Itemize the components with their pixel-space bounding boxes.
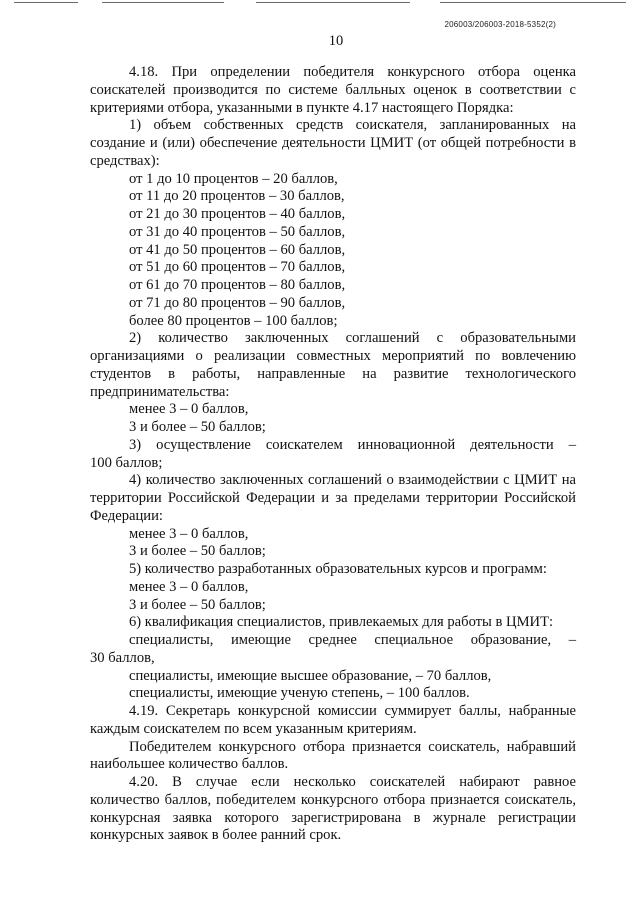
criterion-1: 1) объем собственных средств соискателя, запланированных на создание и (или) обеспечение деятельности ЦМИТ (от общей потребности в средствах): (90, 117, 576, 169)
paragraph-4-18: 4.18. При определении победителя конкурсного отбора оценка соискателей производится по системе балльных оценок в соответствии с критериями отбора, указанными в пункте 4.17 настоящего Порядка: (90, 64, 576, 116)
scan-edge-line-right (440, 2, 626, 3)
criterion-6: 6) квалификация специалистов, привлекаемых для работы в ЦМИТ: (129, 614, 554, 631)
criterion-3-continuation: 100 баллов; (90, 454, 163, 471)
scale-line: от 31 до 40 процентов – 50 баллов, (129, 223, 346, 240)
scale-line: от 61 до 70 процентов – 80 баллов, (129, 277, 346, 293)
scale-line: менее 3 – 0 баллов, (129, 578, 249, 595)
scale-line: от 21 до 30 процентов – 40 баллов, (129, 206, 346, 222)
criterion-5-scale (90, 579, 576, 615)
scan-edge-line-mid-left (102, 2, 224, 3)
paragraph-4-20: 4.20. В случае если несколько соискателей набирают равное количество баллов, победителем конкурсного отбора признается соискатель, конкурсная заявка которого зарегистрирована в журнале регистрации конкурсных заявок в более ранний срок. (90, 774, 576, 844)
criterion-2: 2) количество заключенных соглашений с образовательными организациями о реализации совместных мероприятий по вовлечению студентов в работы, направленные на развитие технологического предпринимательства: (90, 330, 576, 400)
scale-line: более 80 процентов – 100 баллов; (129, 312, 338, 329)
scale-line: от 41 до 50 процентов – 60 баллов, (129, 241, 346, 258)
criterion-1-scale (90, 171, 576, 331)
scale-line: от 71 до 80 процентов – 90 баллов, (129, 294, 346, 311)
criterion-5: 5) количество разработанных образовательных курсов и программ: (129, 561, 547, 577)
criterion-2-scale (90, 401, 576, 437)
criterion-6-degree: специалисты, имеющие ученую степень, – 100 баллов. (129, 685, 470, 702)
page-number: 10 (328, 33, 344, 49)
scale-line: 3 и более – 50 баллов; (129, 419, 266, 435)
paragraph-4-19: 4.19. Секретарь конкурсной комиссии суммирует баллы, набранные каждым соискателем по всем указанным критериям. (90, 703, 576, 737)
scale-line: 3 и более – 50 баллов; (129, 596, 266, 613)
scale-line: от 1 до 10 процентов – 20 баллов, (129, 170, 338, 187)
document-code: 206003/206003-2018-5352(2) (444, 20, 556, 29)
document-body (90, 64, 576, 845)
criterion-4: 4) количество заключенных соглашений о взаимодействии с ЦМИТ на территории Российской Федерации и за пределами территории Российской Федерации: (90, 472, 576, 524)
scale-line: 3 и более – 50 баллов; (129, 543, 266, 560)
criterion-3: 3) осуществление соискателем инновационной деятельности – (129, 436, 576, 453)
paragraph-4-19-winner: Победителем конкурсного отбора признается соискатель, набравший наибольшее количество баллов. (90, 738, 576, 773)
criterion-6-secondary-continuation: 30 баллов, (90, 649, 155, 666)
scan-edge-line-left (14, 2, 78, 3)
criterion-6-higher: специалисты, имеющие высшее образование, – 70 баллов, (129, 667, 492, 684)
scan-edge-line-mid (256, 2, 410, 3)
scale-line: от 51 до 60 процентов – 70 баллов, (129, 259, 346, 276)
scale-line: от 11 до 20 процентов – 30 баллов, (129, 188, 345, 205)
criterion-4-scale (90, 526, 576, 562)
scale-line: менее 3 – 0 баллов, (129, 525, 249, 542)
scale-line: менее 3 – 0 баллов, (129, 401, 249, 418)
criterion-6-secondary: специалисты, имеющие среднее специальное образование, – (129, 632, 576, 648)
